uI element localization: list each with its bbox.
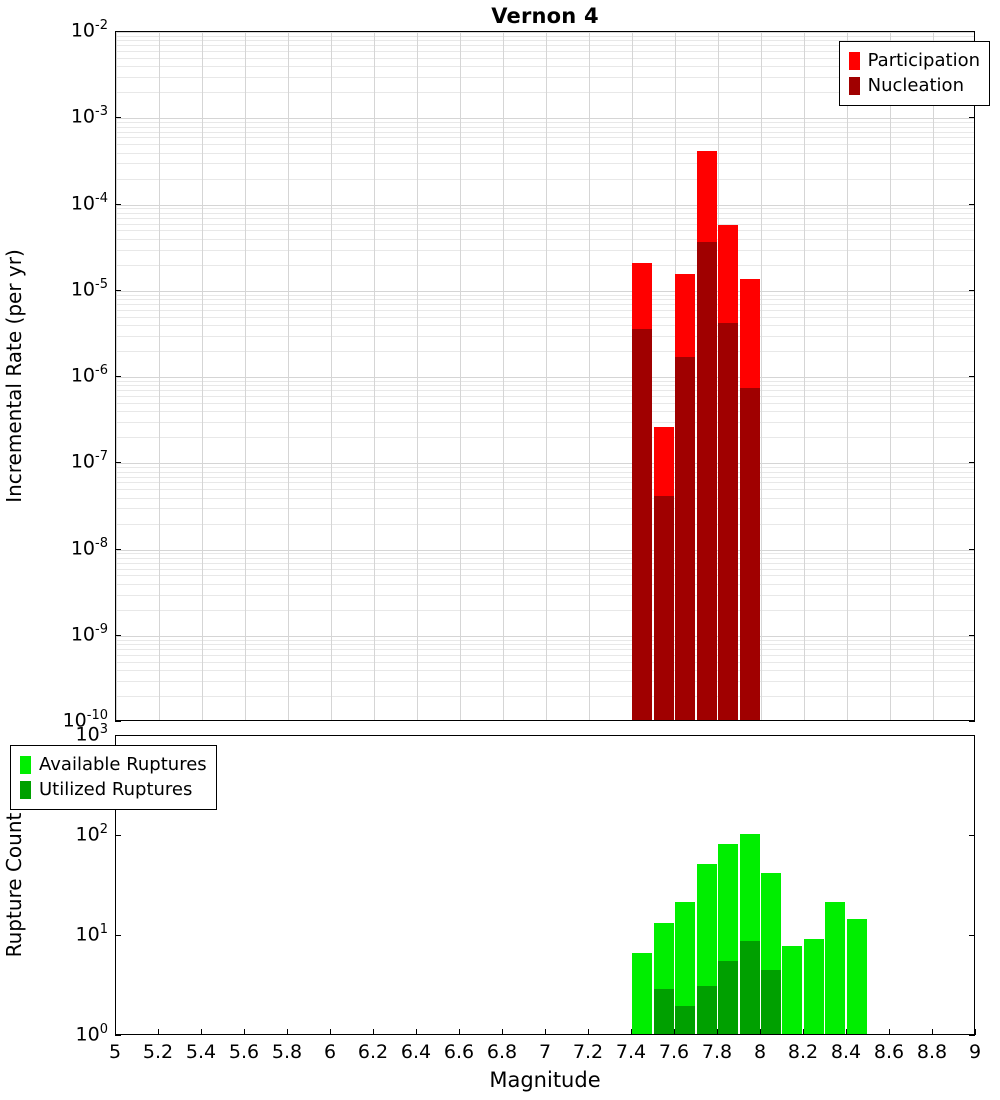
bar-nucleation bbox=[675, 357, 695, 720]
x-axis-tick bbox=[373, 1029, 374, 1035]
x-axis-tick-label: 7.4 bbox=[615, 1041, 647, 1063]
y-axis-bottom-tick bbox=[969, 835, 975, 836]
grid-line bbox=[245, 32, 246, 720]
y-axis-top-tick-label: $10^{-6}$ bbox=[70, 363, 108, 387]
y-axis-bottom-tick bbox=[115, 835, 121, 836]
x-axis-tick-label: 9 bbox=[968, 1041, 982, 1063]
bar-utilized-ruptures bbox=[675, 1006, 695, 1034]
x-axis-tick-label: 7.8 bbox=[701, 1041, 733, 1063]
bar-nucleation bbox=[697, 242, 717, 720]
y-axis-bottom-tick-label: $10^2$ bbox=[75, 822, 108, 846]
y-axis-top-tick bbox=[115, 721, 121, 722]
grid-line bbox=[890, 32, 891, 720]
bar-available-ruptures bbox=[804, 939, 824, 1034]
legend-label: Nucleation bbox=[867, 75, 964, 96]
y-axis-top-tick bbox=[115, 462, 121, 463]
legend-entry bbox=[20, 777, 207, 802]
x-axis-tick bbox=[201, 1029, 202, 1035]
bar-nucleation bbox=[740, 388, 760, 720]
legend-bottom bbox=[10, 745, 217, 810]
x-axis-tick bbox=[115, 1029, 116, 1035]
y-axis-bottom-tick bbox=[969, 1035, 975, 1036]
grid-line bbox=[847, 32, 848, 720]
grid-line bbox=[288, 32, 289, 720]
x-axis-tick bbox=[588, 1029, 589, 1035]
legend-label: Available Ruptures bbox=[39, 754, 207, 775]
x-axis-tick-label: 5.4 bbox=[185, 1041, 217, 1063]
x-axis-tick-label: 5.6 bbox=[228, 1041, 260, 1063]
y-axis-top-tick bbox=[115, 376, 121, 377]
bar-utilized-ruptures bbox=[718, 961, 738, 1034]
legend-swatch-icon bbox=[849, 77, 860, 95]
y-axis-bottom-tick bbox=[115, 935, 121, 936]
x-axis-tick-label: 7.2 bbox=[572, 1041, 604, 1063]
legend-swatch-icon bbox=[20, 756, 31, 774]
grid-line bbox=[202, 32, 203, 720]
x-axis-tick-label: 6 bbox=[323, 1041, 337, 1063]
x-axis-tick-label: 7 bbox=[538, 1041, 552, 1063]
legend-label: Participation bbox=[867, 50, 980, 71]
legend-entry bbox=[20, 752, 207, 777]
grid-line bbox=[417, 32, 418, 720]
rupture-count-plot bbox=[115, 735, 975, 1035]
x-axis-tick bbox=[545, 1029, 546, 1035]
x-axis-tick bbox=[158, 1029, 159, 1035]
bar-nucleation bbox=[718, 323, 738, 720]
bar-available-ruptures bbox=[782, 946, 802, 1034]
y-axis-label-top: Incremental Rate (per yr) bbox=[2, 249, 26, 503]
x-axis-tick bbox=[330, 1029, 331, 1035]
y-axis-top-tick-label: $10^{-10}$ bbox=[62, 708, 108, 732]
x-axis-tick bbox=[287, 1029, 288, 1035]
y-axis-bottom-tick-label: $10^1$ bbox=[75, 922, 108, 946]
y-axis-top-tick bbox=[115, 204, 121, 205]
x-axis-tick-label: 6.4 bbox=[400, 1041, 432, 1063]
legend-swatch-icon bbox=[849, 52, 860, 70]
y-axis-top-tick bbox=[115, 290, 121, 291]
grid-line bbox=[460, 32, 461, 720]
y-axis-top-tick bbox=[969, 549, 975, 550]
y-axis-top-tick-label: $10^{-5}$ bbox=[70, 276, 108, 301]
x-axis-tick-label: 8.8 bbox=[916, 1041, 948, 1063]
y-axis-top-tick bbox=[969, 290, 975, 291]
y-axis-top-tick-label: $10^{-3}$ bbox=[70, 104, 108, 128]
grid-line bbox=[589, 32, 590, 720]
y-axis-top-tick bbox=[969, 204, 975, 205]
grid-line bbox=[804, 32, 805, 720]
y-axis-bottom-tick-label: $10^3$ bbox=[75, 722, 108, 746]
x-axis-tick bbox=[975, 1029, 976, 1035]
incremental-rate-plot bbox=[115, 31, 975, 721]
x-axis-tick-label: 8.4 bbox=[830, 1041, 862, 1063]
grid-line bbox=[503, 32, 504, 720]
y-axis-top-tick-label: $10^{-7}$ bbox=[70, 449, 108, 473]
bar-available-ruptures bbox=[825, 902, 845, 1034]
x-axis-tick-label: 6.2 bbox=[357, 1041, 389, 1063]
y-axis-top-tick bbox=[969, 462, 975, 463]
y-axis-top-tick bbox=[115, 635, 121, 636]
grid-line bbox=[761, 32, 762, 720]
bar-utilized-ruptures bbox=[697, 986, 717, 1034]
grid-line bbox=[374, 32, 375, 720]
y-axis-label-bottom: Rupture Count bbox=[2, 812, 26, 958]
x-axis-tick-label: 7.6 bbox=[658, 1041, 690, 1063]
y-axis-top-tick-label: $10^{-2}$ bbox=[70, 18, 108, 42]
x-axis-tick bbox=[244, 1029, 245, 1035]
grid-line bbox=[933, 32, 934, 720]
y-axis-bottom-tick bbox=[969, 935, 975, 936]
y-axis-bottom-tick bbox=[115, 1035, 121, 1036]
x-axis-label: Magnitude bbox=[489, 1068, 601, 1092]
x-axis-tick bbox=[416, 1029, 417, 1035]
legend-entry bbox=[849, 73, 980, 98]
y-axis-bottom-tick bbox=[115, 735, 121, 736]
y-axis-top-tick bbox=[969, 635, 975, 636]
x-axis-tick bbox=[932, 1029, 933, 1035]
x-axis-tick-label: 5 bbox=[108, 1041, 122, 1063]
bar-nucleation bbox=[632, 329, 652, 720]
grid-line bbox=[331, 32, 332, 720]
bar-nucleation bbox=[654, 496, 674, 720]
x-axis-tick-label: 8.6 bbox=[873, 1041, 905, 1063]
y-axis-top-tick bbox=[969, 31, 975, 32]
grid-line bbox=[159, 32, 160, 720]
x-axis-tick-label: 5.8 bbox=[271, 1041, 303, 1063]
page-title: Vernon 4 bbox=[491, 4, 599, 28]
bar-utilized-ruptures bbox=[761, 970, 781, 1034]
y-axis-top-tick bbox=[969, 721, 975, 722]
x-axis-tick-label: 8 bbox=[753, 1041, 767, 1063]
bar-available-ruptures bbox=[847, 919, 867, 1034]
bar-available-ruptures bbox=[632, 953, 652, 1034]
y-axis-top-tick bbox=[969, 117, 975, 118]
y-axis-top-tick bbox=[969, 376, 975, 377]
y-axis-top-tick bbox=[115, 31, 121, 32]
y-axis-top-tick-label: $10^{-8}$ bbox=[70, 535, 108, 559]
grid-line bbox=[546, 32, 547, 720]
x-axis-tick bbox=[889, 1029, 890, 1035]
y-axis-bottom-tick-label: $10^0$ bbox=[75, 1022, 108, 1046]
bar-utilized-ruptures bbox=[654, 989, 674, 1034]
x-axis-tick bbox=[459, 1029, 460, 1035]
y-axis-top-tick bbox=[115, 549, 121, 550]
x-axis-tick bbox=[502, 1029, 503, 1035]
x-axis-tick-label: 6.6 bbox=[443, 1041, 475, 1063]
bar-utilized-ruptures bbox=[740, 941, 760, 1034]
x-axis-tick-label: 6.8 bbox=[486, 1041, 518, 1063]
x-axis-tick-label: 5.2 bbox=[142, 1041, 174, 1063]
legend-swatch-icon bbox=[20, 781, 31, 799]
legend-top bbox=[839, 41, 990, 106]
y-axis-top-tick-label: $10^{-4}$ bbox=[70, 190, 108, 214]
x-axis-tick-label: 8.2 bbox=[787, 1041, 819, 1063]
legend-label: Utilized Ruptures bbox=[39, 779, 193, 800]
y-axis-bottom-tick bbox=[969, 735, 975, 736]
legend-entry bbox=[849, 48, 980, 73]
y-axis-top-tick-label: $10^{-9}$ bbox=[70, 621, 108, 646]
y-axis-top-tick bbox=[115, 117, 121, 118]
